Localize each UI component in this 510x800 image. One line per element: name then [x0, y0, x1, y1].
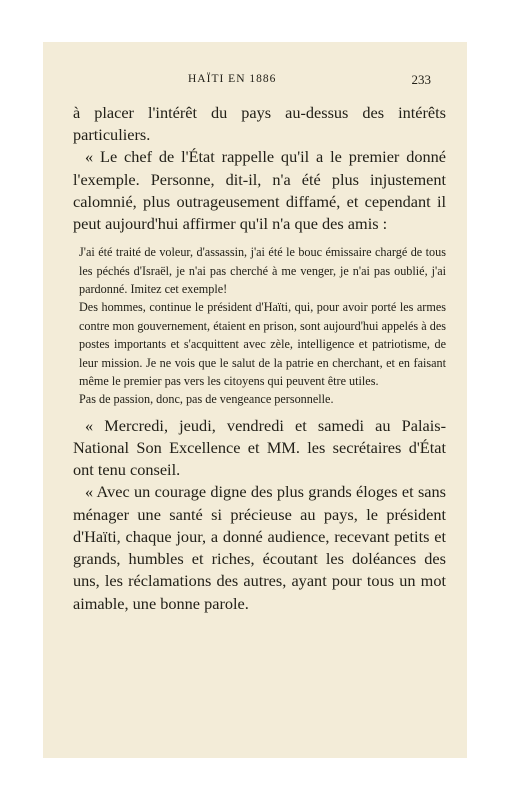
page-body: [73, 102, 446, 615]
quote-paragraph-1: J'ai été traité de voleur, d'assassin, j'ai été le bouc émissaire chargé de tous les péchés d'Israël, je n'ai pas cherché à me venger, je n'ai pas oublié, j'ai pardonné. Imitez cet exemple!: [79, 245, 446, 297]
quote-paragraph-2: Des hommes, continue le président d'Haïti, qui, pour avoir porté les armes contre mon gouvernement, étaient en prison, sont aujourd'hui appelés à des postes importants et s'acquittent avec zèle, intelligence et patriotisme, de leur mission. Je ne vois que le salut de la patrie en cherchant, et en faisant même le premier pas vers les citoyens qui peuvent être utiles.: [79, 300, 446, 389]
paragraph-chef-de-l-etat: « Le chef de l'État rappelle qu'il a le premier donné l'exemple. Personne, dit-il, n'a été plus injustement calomnié, plus outrageusement diffamé, et cependant il peut aujourd'hui affirmer qu'il n'a que des amis :: [73, 147, 446, 234]
paragraph-audience: « Avec un courage digne des plus grands éloges et sans ménager une santé si précieuse au pays, le président d'Haïti, chaque jour, a donné audience, recevant petits et grands, humbles et riches, écoutant les doléances des uns, les réclamations des autres, ayant pour tous un mot aimable, une bonne parole.: [73, 482, 446, 613]
paragraph-continuation: à placer l'intérêt du pays au-dessus des intérêts particuliers.: [73, 103, 446, 145]
book-page: [43, 42, 467, 758]
running-title: HAÏTI EN 1886: [188, 73, 277, 85]
running-head: [43, 72, 467, 88]
page-number: 233: [411, 72, 431, 87]
quote-paragraph-3: Pas de passion, donc, pas de vengeance personnelle.: [79, 392, 334, 407]
block-quote: [79, 243, 446, 409]
paragraph-conseil: « Mercredi, jeudi, vendredi et samedi au Palais-National Son Excellence et MM. les secrétaires d'État ont tenu conseil.: [73, 415, 446, 480]
